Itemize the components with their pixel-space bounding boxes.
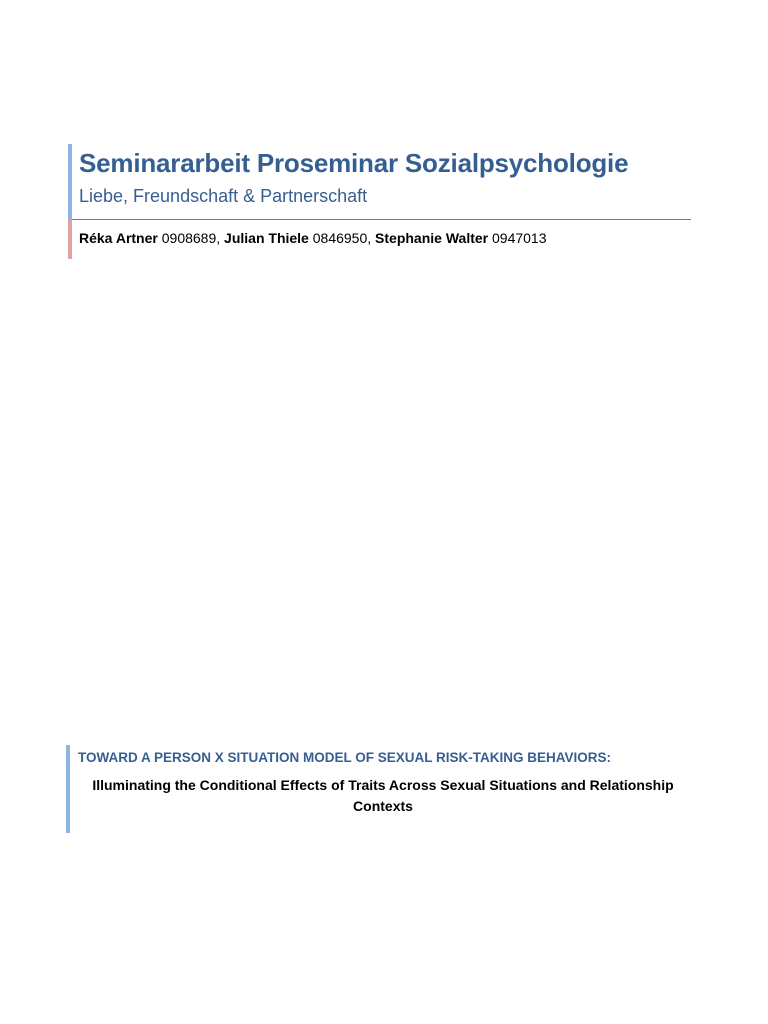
author-name: Stephanie Walter bbox=[375, 230, 489, 246]
author-separator: , bbox=[216, 230, 225, 246]
author-id: 0908689 bbox=[161, 230, 217, 246]
author-id: 0846950 bbox=[312, 230, 368, 246]
title-accent-bar bbox=[68, 144, 72, 220]
paper-subheading: Illuminating the Conditional Effects of Traits Across Sexual Situations and Relationship Contexts bbox=[92, 777, 674, 814]
author-separator: , bbox=[367, 230, 376, 246]
author-list bbox=[79, 228, 547, 248]
paper-heading: TOWARD A PERSON X SITUATION MODEL OF SEXUAL RISK-TAKING BEHAVIORS: bbox=[78, 750, 612, 765]
author-id: 0947013 bbox=[492, 230, 547, 246]
authors-accent-bar bbox=[68, 220, 72, 259]
document-subtitle: Liebe, Freundschaft & Partnerschaft bbox=[79, 186, 368, 206]
document-title: Seminararbeit Proseminar Sozialpsychologie bbox=[79, 148, 629, 178]
author-name: Réka Artner bbox=[79, 230, 158, 246]
author-name: Julian Thiele bbox=[224, 230, 309, 246]
paper-block bbox=[66, 745, 696, 833]
title-block bbox=[68, 144, 691, 220]
authors-block bbox=[68, 220, 691, 259]
paper-accent-bar bbox=[66, 745, 70, 833]
